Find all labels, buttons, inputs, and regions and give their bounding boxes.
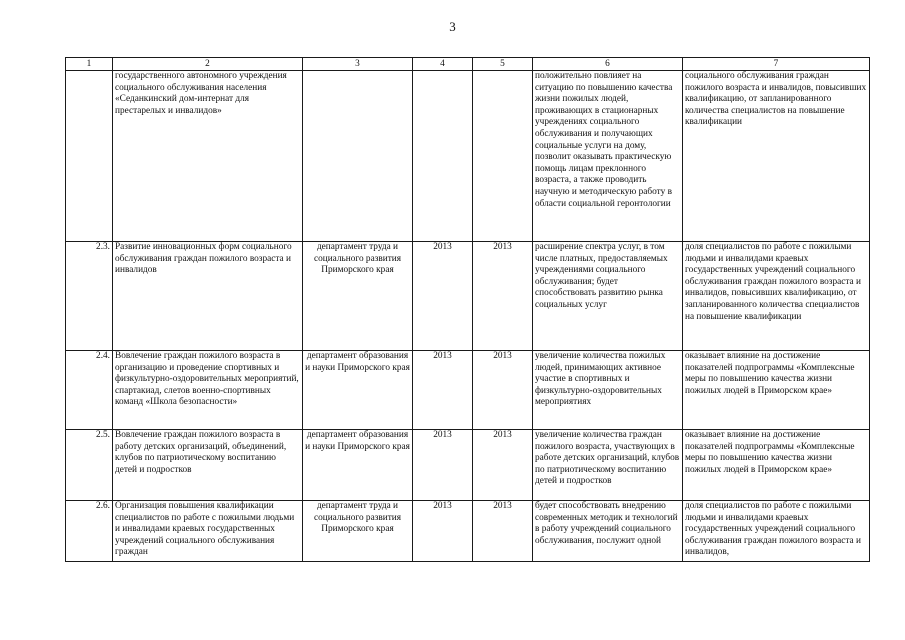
program-measures-table xyxy=(65,57,870,562)
executor: департамент образования и науки Приморского края xyxy=(303,430,413,501)
start-year: 2013 xyxy=(413,430,473,501)
executor: департамент труда и социального развития Приморского края xyxy=(303,242,413,351)
row-number xyxy=(66,71,113,242)
table-row xyxy=(66,501,870,562)
header-col-6: 6 xyxy=(533,58,683,71)
start-year: 2013 xyxy=(413,501,473,562)
measure-name: Организация повышения квалификации специалистов по работе с пожилыми людьми и инвалидами краевых государственных учреждений социального обслуживания граждан xyxy=(113,501,303,562)
expected-result: увеличение количества пожилых людей, принимающих активное участие в спортивных и физкультурно-оздоровительных мероприятиях xyxy=(533,351,683,430)
row-number: 2.4. xyxy=(66,351,113,430)
expected-result: будет способствовать внедрению современных методик и технологий в работу учреждений социального обслуживания, послужит одной xyxy=(533,501,683,562)
end-year: 2013 xyxy=(473,351,533,430)
expected-result: увеличение количества граждан пожилого возраста, участвующих в работе детских организаций, клубов по патриотическому воспитанию детей и подростков xyxy=(533,430,683,501)
row-number: 2.3. xyxy=(66,242,113,351)
table-row xyxy=(66,351,870,430)
start-year: 2013 xyxy=(413,242,473,351)
table-header xyxy=(66,58,870,71)
table-body xyxy=(66,71,870,562)
table-row xyxy=(66,71,870,242)
indicator-link: социального обслуживания граждан пожилого возраста и инвалидов, повысивших квалификацию, от запланированного количества специалистов на повышение квалификации xyxy=(683,71,870,242)
table-row xyxy=(66,242,870,351)
expected-result: расширение спектра услуг, в том числе платных, предоставляемых учреждениями социального обслуживания; будет способствовать развитию рынка социальных услуг xyxy=(533,242,683,351)
end-year xyxy=(473,71,533,242)
page-number: 3 xyxy=(449,19,456,34)
executor: департамент образования и науки Приморского края xyxy=(303,351,413,430)
expected-result: положительно повлияет на ситуацию по повышению качества жизни пожилых людей, проживающих в стационарных учреждениях социального обслуживания и получающих социальные услуги на дому, позволит оказывать практическую помощь лицам преклонного возраста, а также проводить научную и методическую работу в области социальной геронтологии xyxy=(533,71,683,242)
indicator-link: доля специалистов по работе с пожилыми людьми и инвалидами краевых государственных учреждений социального обслуживания граждан пожилого возраста и инвалидов, xyxy=(683,501,870,562)
measure-name: Вовлечение граждан пожилого возраста в работу детских организаций, объединений, клубов по патриотическому воспитанию детей и подростков xyxy=(113,430,303,501)
header-col-1: 1 xyxy=(66,58,113,71)
start-year: 2013 xyxy=(413,351,473,430)
end-year: 2013 xyxy=(473,242,533,351)
header-col-3: 3 xyxy=(303,58,413,71)
indicator-link: оказывает влияние на достижение показателей подпрограммы «Комплексные меры по повышению качества жизни пожилых людей в Приморском крае» xyxy=(683,351,870,430)
measure-name: Вовлечение граждан пожилого возраста в организацию и проведение спортивных и физкультурно-оздоровительных мероприятий, спартакиад, слетов военно-спортивных команд «Школа безопасности» xyxy=(113,351,303,430)
header-row xyxy=(66,58,870,71)
header-col-4: 4 xyxy=(413,58,473,71)
header-col-7: 7 xyxy=(683,58,870,71)
measure-name: государственного автономного учреждения социального обслуживания населения «Седанкинский дом-интернат для престарелых и инвалидов» xyxy=(113,71,303,242)
table-row xyxy=(66,430,870,501)
row-number: 2.6. xyxy=(66,501,113,562)
end-year: 2013 xyxy=(473,430,533,501)
header-col-2: 2 xyxy=(113,58,303,71)
end-year: 2013 xyxy=(473,501,533,562)
indicator-link: оказывает влияние на достижение показателей подпрограммы «Комплексные меры по повышению качества жизни пожилых людей в Приморском крае» xyxy=(683,430,870,501)
executor: департамент труда и социального развития Приморского края xyxy=(303,501,413,562)
header-col-5: 5 xyxy=(473,58,533,71)
row-number: 2.5. xyxy=(66,430,113,501)
start-year xyxy=(413,71,473,242)
executor xyxy=(303,71,413,242)
indicator-link: доля специалистов по работе с пожилыми людьми и инвалидами краевых государственных учреждений социального обслуживания граждан пожилого возраста и инвалидов, повысивших квалификацию, от запланированного количества специалистов на повышение квалификации xyxy=(683,242,870,351)
measure-name: Развитие инновационных форм социального обслуживания граждан пожилого возраста и инвалидов xyxy=(113,242,303,351)
